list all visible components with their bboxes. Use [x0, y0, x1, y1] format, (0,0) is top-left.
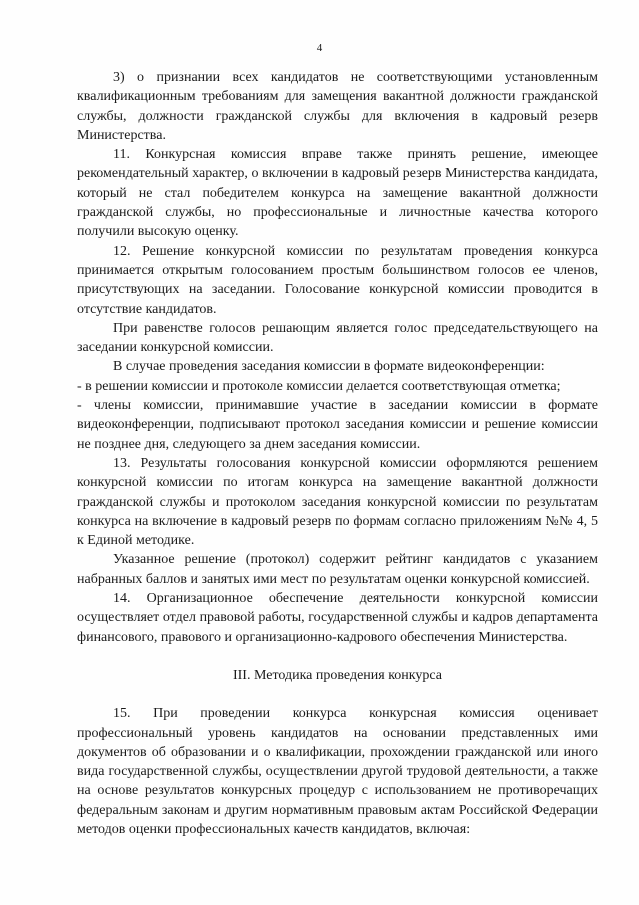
page-number: 4 [316, 42, 323, 54]
section-title: III. Методика проведения конкурса [232, 667, 442, 683]
paragraph-12-tie-vote: При равенстве голосов решающим является голос председательствующего на заседании конкурсной комиссии. [77, 320, 598, 356]
list-item-members-sign: - члены комиссии, принимавшие участие в заседании комиссии в формате видеоконференции, подписывают протокол заседания комиссии и решение комиссии не позднее дня, следующего за днем заседания комиссии. [77, 398, 598, 452]
document-body [77, 68, 598, 839]
list-item-decision-note: - в решении комиссии и протоколе комиссии делается соответствующая отметка; [77, 378, 561, 394]
paragraph-12: 12. Решение конкурсной комиссии по результатам проведения конкурса принимается открытым голосованием простым большинством голосов ее членов, присутствующих на заседании. Голосование конкурсной комиссии проводится в отсутствие кандидатов. [77, 243, 598, 317]
paragraph-10-item-3: 3) о признании всех кандидатов не соответствующими установленным квалификационным требованиям для замещения вакантной должности гражданской службы, должности гражданской службы для включения в кадровый резерв Министерства. [77, 70, 598, 143]
paragraph-13: 13. Результаты голосования конкурсной комиссии оформляются решением конкурсной комиссии по итогам конкурса на замещение вакантной должности гражданской службы и протоколом заседания конкурсной комиссии по результатам конкурса на включение в кадровый резерв по формам согласно приложениям №№ 4, 5 к Единой методике. [77, 455, 598, 549]
paragraph-15: 15. При проведении конкурса конкурсная комиссия оценивает профессиональный уровень кандидатов на основании представленных ими документов об образовании и о квалификации, прохождении гражданской или иного вида государственной службы, осуществлении другой трудовой деятельности, а также на основе результатов конкурсных процедур с использованием не противоречащих федеральным законам и другим нормативным правовым актам Российской Федерации методов оценки профессиональных качеств кандидатов, включая: [77, 706, 598, 837]
paragraph-11: 11. Конкурсная комиссия вправе также принять решение, имеющее рекомендательный характер, о включении в кадровый резерв Министерства кандидата, который не стал победителем конкурса на замещение вакантной должности гражданской службы, но профессиональные и личностные качества которого получили высокую оценку. [77, 147, 598, 240]
paragraph-12-videoconference: В случае проведения заседания комиссии в формате видеоконференции: [113, 359, 545, 375]
paragraph-14: 14. Организационное обеспечение деятельности конкурсной комиссии осуществляет отдел правовой работы, государственной службы и кадров департамента финансового, правового и организационно-кадрового обеспечения Министерства. [77, 591, 598, 645]
paragraph-13-rating: Указанное решение (протокол) содержит рейтинг кандидатов с указанием набранных баллов и занятых ими мест по результатам оценки конкурсной комиссией. [77, 552, 598, 587]
